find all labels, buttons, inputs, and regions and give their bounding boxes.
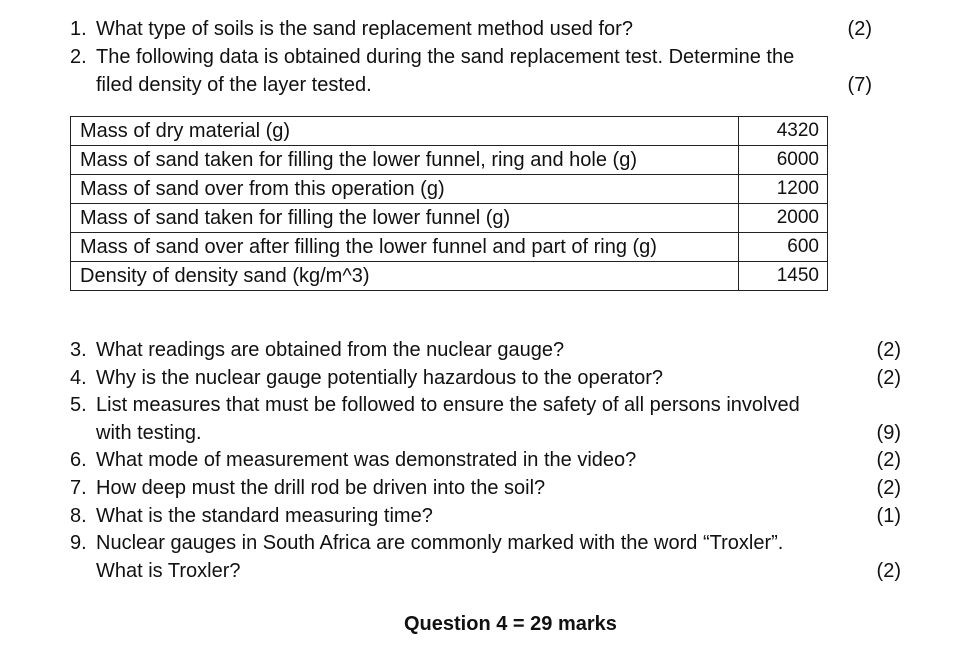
question-number: 2. xyxy=(70,46,87,68)
question-4-marks: (2) xyxy=(876,367,901,389)
question-5 xyxy=(70,393,800,417)
question-3-marks: (2) xyxy=(876,339,901,361)
row-label: Mass of sand taken for filling the lower funnel, ring and hole (g) xyxy=(71,146,739,175)
question-number: 1. xyxy=(70,18,87,40)
question-5-marks: (9) xyxy=(876,422,901,444)
question-text: Nuclear gauges in South Africa are commonly marked with the word “Troxler”. xyxy=(96,532,784,554)
question-text: What mode of measurement was demonstrated in the video? xyxy=(96,449,637,471)
question-text: What type of soils is the sand replacement method used for? xyxy=(96,18,633,40)
question-text: List measures that must be followed to ensure the safety of all persons involved xyxy=(96,394,800,416)
question-number: 5. xyxy=(70,394,87,416)
question-4 xyxy=(70,366,663,390)
table-row xyxy=(71,117,828,146)
row-value: 1200 xyxy=(739,175,828,204)
row-value: 1450 xyxy=(739,262,828,291)
question-number: 9. xyxy=(70,532,87,554)
row-value: 2000 xyxy=(739,204,828,233)
table-row xyxy=(71,146,828,175)
table-row xyxy=(71,204,828,233)
row-value: 600 xyxy=(739,233,828,262)
table-row xyxy=(71,262,828,291)
question-7 xyxy=(70,476,545,500)
question-text: What is the standard measuring time? xyxy=(96,505,433,527)
row-label: Mass of dry material (g) xyxy=(71,117,739,146)
question-2-marks: (7) xyxy=(847,74,872,96)
table-body xyxy=(71,117,828,291)
question-7-marks: (2) xyxy=(876,477,901,499)
question-number: 8. xyxy=(70,505,87,527)
row-value: 4320 xyxy=(739,117,828,146)
row-label: Mass of sand over after filling the lower funnel and part of ring (g) xyxy=(71,233,739,262)
question-9 xyxy=(70,531,783,555)
question-1 xyxy=(70,17,633,41)
question-6-marks: (2) xyxy=(876,449,901,471)
sand-replacement-data-table xyxy=(70,116,828,291)
question-number: 7. xyxy=(70,477,87,499)
table-row xyxy=(71,233,828,262)
question-3 xyxy=(70,338,564,362)
question-number: 4. xyxy=(70,367,87,389)
question-number: 3. xyxy=(70,339,87,361)
question-6 xyxy=(70,448,636,472)
question-8-marks: (1) xyxy=(876,505,901,527)
question-2 xyxy=(70,45,794,69)
question-total-marks: Question 4 = 29 marks xyxy=(404,613,617,635)
row-label: Mass of sand taken for filling the lower funnel (g) xyxy=(71,204,739,233)
question-9-continuation: What is Troxler? xyxy=(96,560,241,582)
row-value: 6000 xyxy=(739,146,828,175)
question-8 xyxy=(70,504,433,528)
question-number: 6. xyxy=(70,449,87,471)
row-label: Mass of sand over from this operation (g) xyxy=(71,175,739,204)
question-text: What readings are obtained from the nuclear gauge? xyxy=(96,339,565,361)
question-1-marks: (2) xyxy=(847,18,872,40)
question-9-marks: (2) xyxy=(876,560,901,582)
question-2-continuation: filed density of the layer tested. xyxy=(96,74,372,96)
table-row xyxy=(71,175,828,204)
question-5-continuation: with testing. xyxy=(96,422,202,444)
row-label: Density of density sand (kg/m^3) xyxy=(71,262,739,291)
question-text: How deep must the drill rod be driven into the soil? xyxy=(96,477,546,499)
question-text: The following data is obtained during the sand replacement test. Determine the xyxy=(96,46,795,68)
question-text: Why is the nuclear gauge potentially hazardous to the operator? xyxy=(96,367,664,389)
